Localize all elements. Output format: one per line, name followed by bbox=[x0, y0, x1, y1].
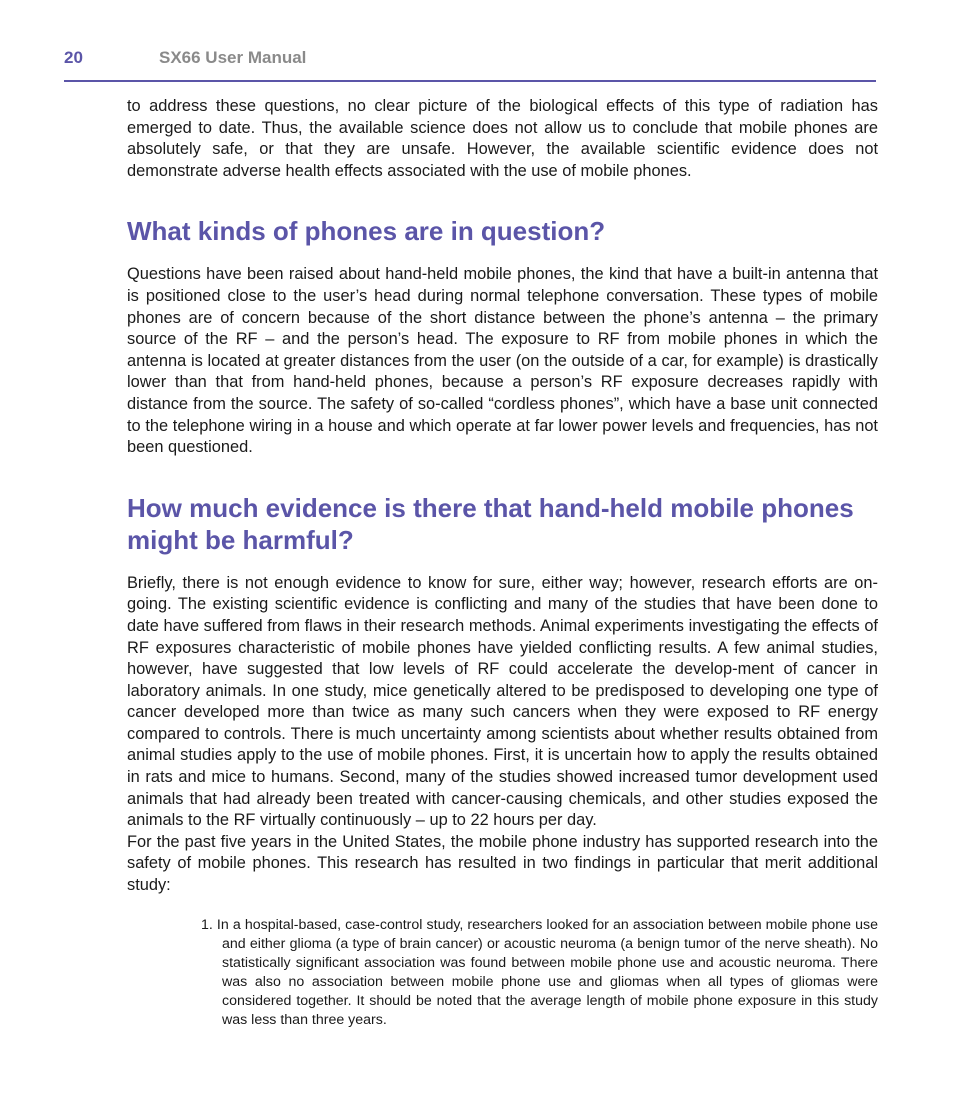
section-heading-phone-types: What kinds of phones are in question? bbox=[127, 216, 606, 247]
phone-types-paragraph: Questions have been raised about hand-held mobile phones, the kind that have a built-in antenna that is positioned close to the user’s head during normal telephone conversation. These types of mobile phones are of concern because of the short distance between the phone’s antenna – the primary source of the RF – and the person’s head. The exposure to RF from mobile phones in which the antenna is located at greater distances from the user (on the outside of a car, for example) is drastically lower than that from hand-held phones, because a person’s RF exposure decreases rapidly with distance from the source. The safety of so-called “cordless phones”, which have a base unit connected to the telephone wiring in a house and which operate at far lower power levels and frequencies, has not been questioned. bbox=[127, 265, 878, 457]
intro-paragraph: to address these questions, no clear picture of the biological effects of this type of radiation has emerged to date. Thus, the available science does not allow us to conclude that mobile phones are absolutely safe, or that they are unsafe. However, the available scientific evidence does not demonstrate adverse health effects associated with the use of mobile phones. bbox=[127, 97, 878, 180]
page-content bbox=[127, 96, 878, 1030]
list-item: 1. In a hospital-based, case-control study, researchers looked for an association between mobile phone use and either glioma (a type of brain cancer) or acoustic neuroma (a benign tumor of the nerve sheath). No statistically significant association was found between mobile phone use and acoustic neuroma. There was also no association between mobile phone use and gliomas when all types of gliomas were considered together. It should be noted that the average length of mobile phone exposure in this study was less than three years. bbox=[201, 916, 878, 1028]
evidence-paragraph: Briefly, there is not enough evidence to know for sure, either way; however, research efforts are on-going. The existing scientific evidence is conflicting and many of the studies that have been done to date have suffered from flaws in their research methods. Animal experiments investigating the effects of RF exposures characteristic of mobile phones have yielded conflicting results. A few animal studies, however, have suggested that low levels of RF could accelerate the develop-ment of cancer in laboratory animals. In one study, mice genetically altered to be predisposed to developing one type of cancer developed more than twice as many such cancers when they were exposed to RF energy compared to controls. There is much uncertainty among scientists about whether results obtained from animal studies apply to the use of mobile phones. First, it is uncertain how to apply the results obtained in rats and mice to humans. Second, many of the studies showed increased tumor development used animals that had already been treated with cancer-causing chemicals, and other studies exposed the animals to the RF virtually continuously – up to 22 hours per day. bbox=[127, 573, 878, 830]
research-paragraph: For the past five years in the United States, the mobile phone industry has supported research into the safety of mobile phones. This research has resulted in two findings in particular that merit additional study: bbox=[127, 832, 878, 895]
section-heading-evidence: How much evidence is there that hand-held mobile phones might be harmful? bbox=[127, 492, 854, 555]
manual-title: SX66 User Manual bbox=[159, 48, 307, 67]
page-number: 20 bbox=[64, 48, 83, 67]
page-header bbox=[64, 46, 876, 82]
